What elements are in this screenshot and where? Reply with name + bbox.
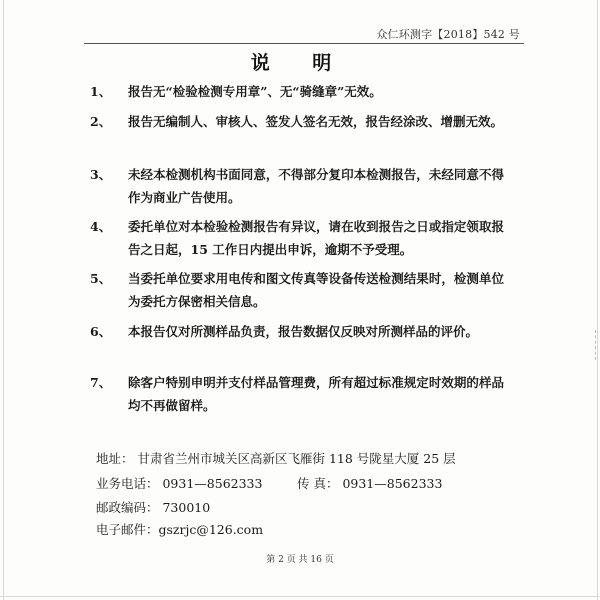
- page-title: 说 明: [250, 52, 350, 74]
- email-line: 电子邮件：gszrjc@126.com: [96, 522, 264, 537]
- note-text: 当委托单位要求用电传和图文传真等设备传送检测结果时，检测单位为委托方保密相关信息。: [128, 271, 504, 309]
- report-code: 众仁环测字【2018】542 号: [376, 28, 520, 41]
- note-number: 5、: [90, 271, 112, 286]
- page-number: 第 2 页 共 16 页: [266, 555, 334, 565]
- note-text: 除客户特别申明并支付样品管理费，所有超过标准规定时效期的样品均不再做留样。: [128, 375, 504, 413]
- note-text: 未经本检测机构书面同意，不得部分复印本检测报告，未经同意不得作为商业广告使用。: [128, 167, 504, 205]
- postcode-line: 邮政编码： 730010: [96, 500, 211, 515]
- address-line: 地址： 甘肃省兰州市城关区高新区飞雁街 118 号陇星大厦 25 层: [96, 451, 456, 466]
- perforation-marks: [592, 330, 596, 360]
- note-text: 本报告仅对所测样品负责，报告数据仅反映对所测样品的评价。: [128, 324, 479, 339]
- note-number: 2、: [90, 114, 112, 129]
- note-number: 3、: [90, 167, 112, 182]
- scan-edge-bottom: [0, 596, 600, 597]
- note-number: 1、: [90, 84, 112, 99]
- note-text: 委托单位对本检验检测报告有异议，请在收到报告之日或指定领取报告之日起，15 工作日内提出申诉，逾期不予受理。: [128, 219, 504, 257]
- fax-line: 传 真： 0931—8562333: [297, 476, 443, 491]
- note-text: 报告无编制人、审核人、签发人签名无效，报告经涂改、增删无效。: [128, 114, 504, 129]
- header-rule: [84, 43, 524, 44]
- scan-edge-right: [597, 0, 598, 600]
- note-number: 4、: [90, 219, 112, 234]
- scan-edge-left: [3, 0, 4, 600]
- note-number: 6、: [90, 324, 112, 339]
- note-number: 7、: [90, 375, 112, 390]
- phone-line: 业务电话： 0931—8562333: [96, 476, 263, 491]
- note-text: 报告无“检验检测专用章”、无“骑缝章”无效。: [128, 84, 382, 99]
